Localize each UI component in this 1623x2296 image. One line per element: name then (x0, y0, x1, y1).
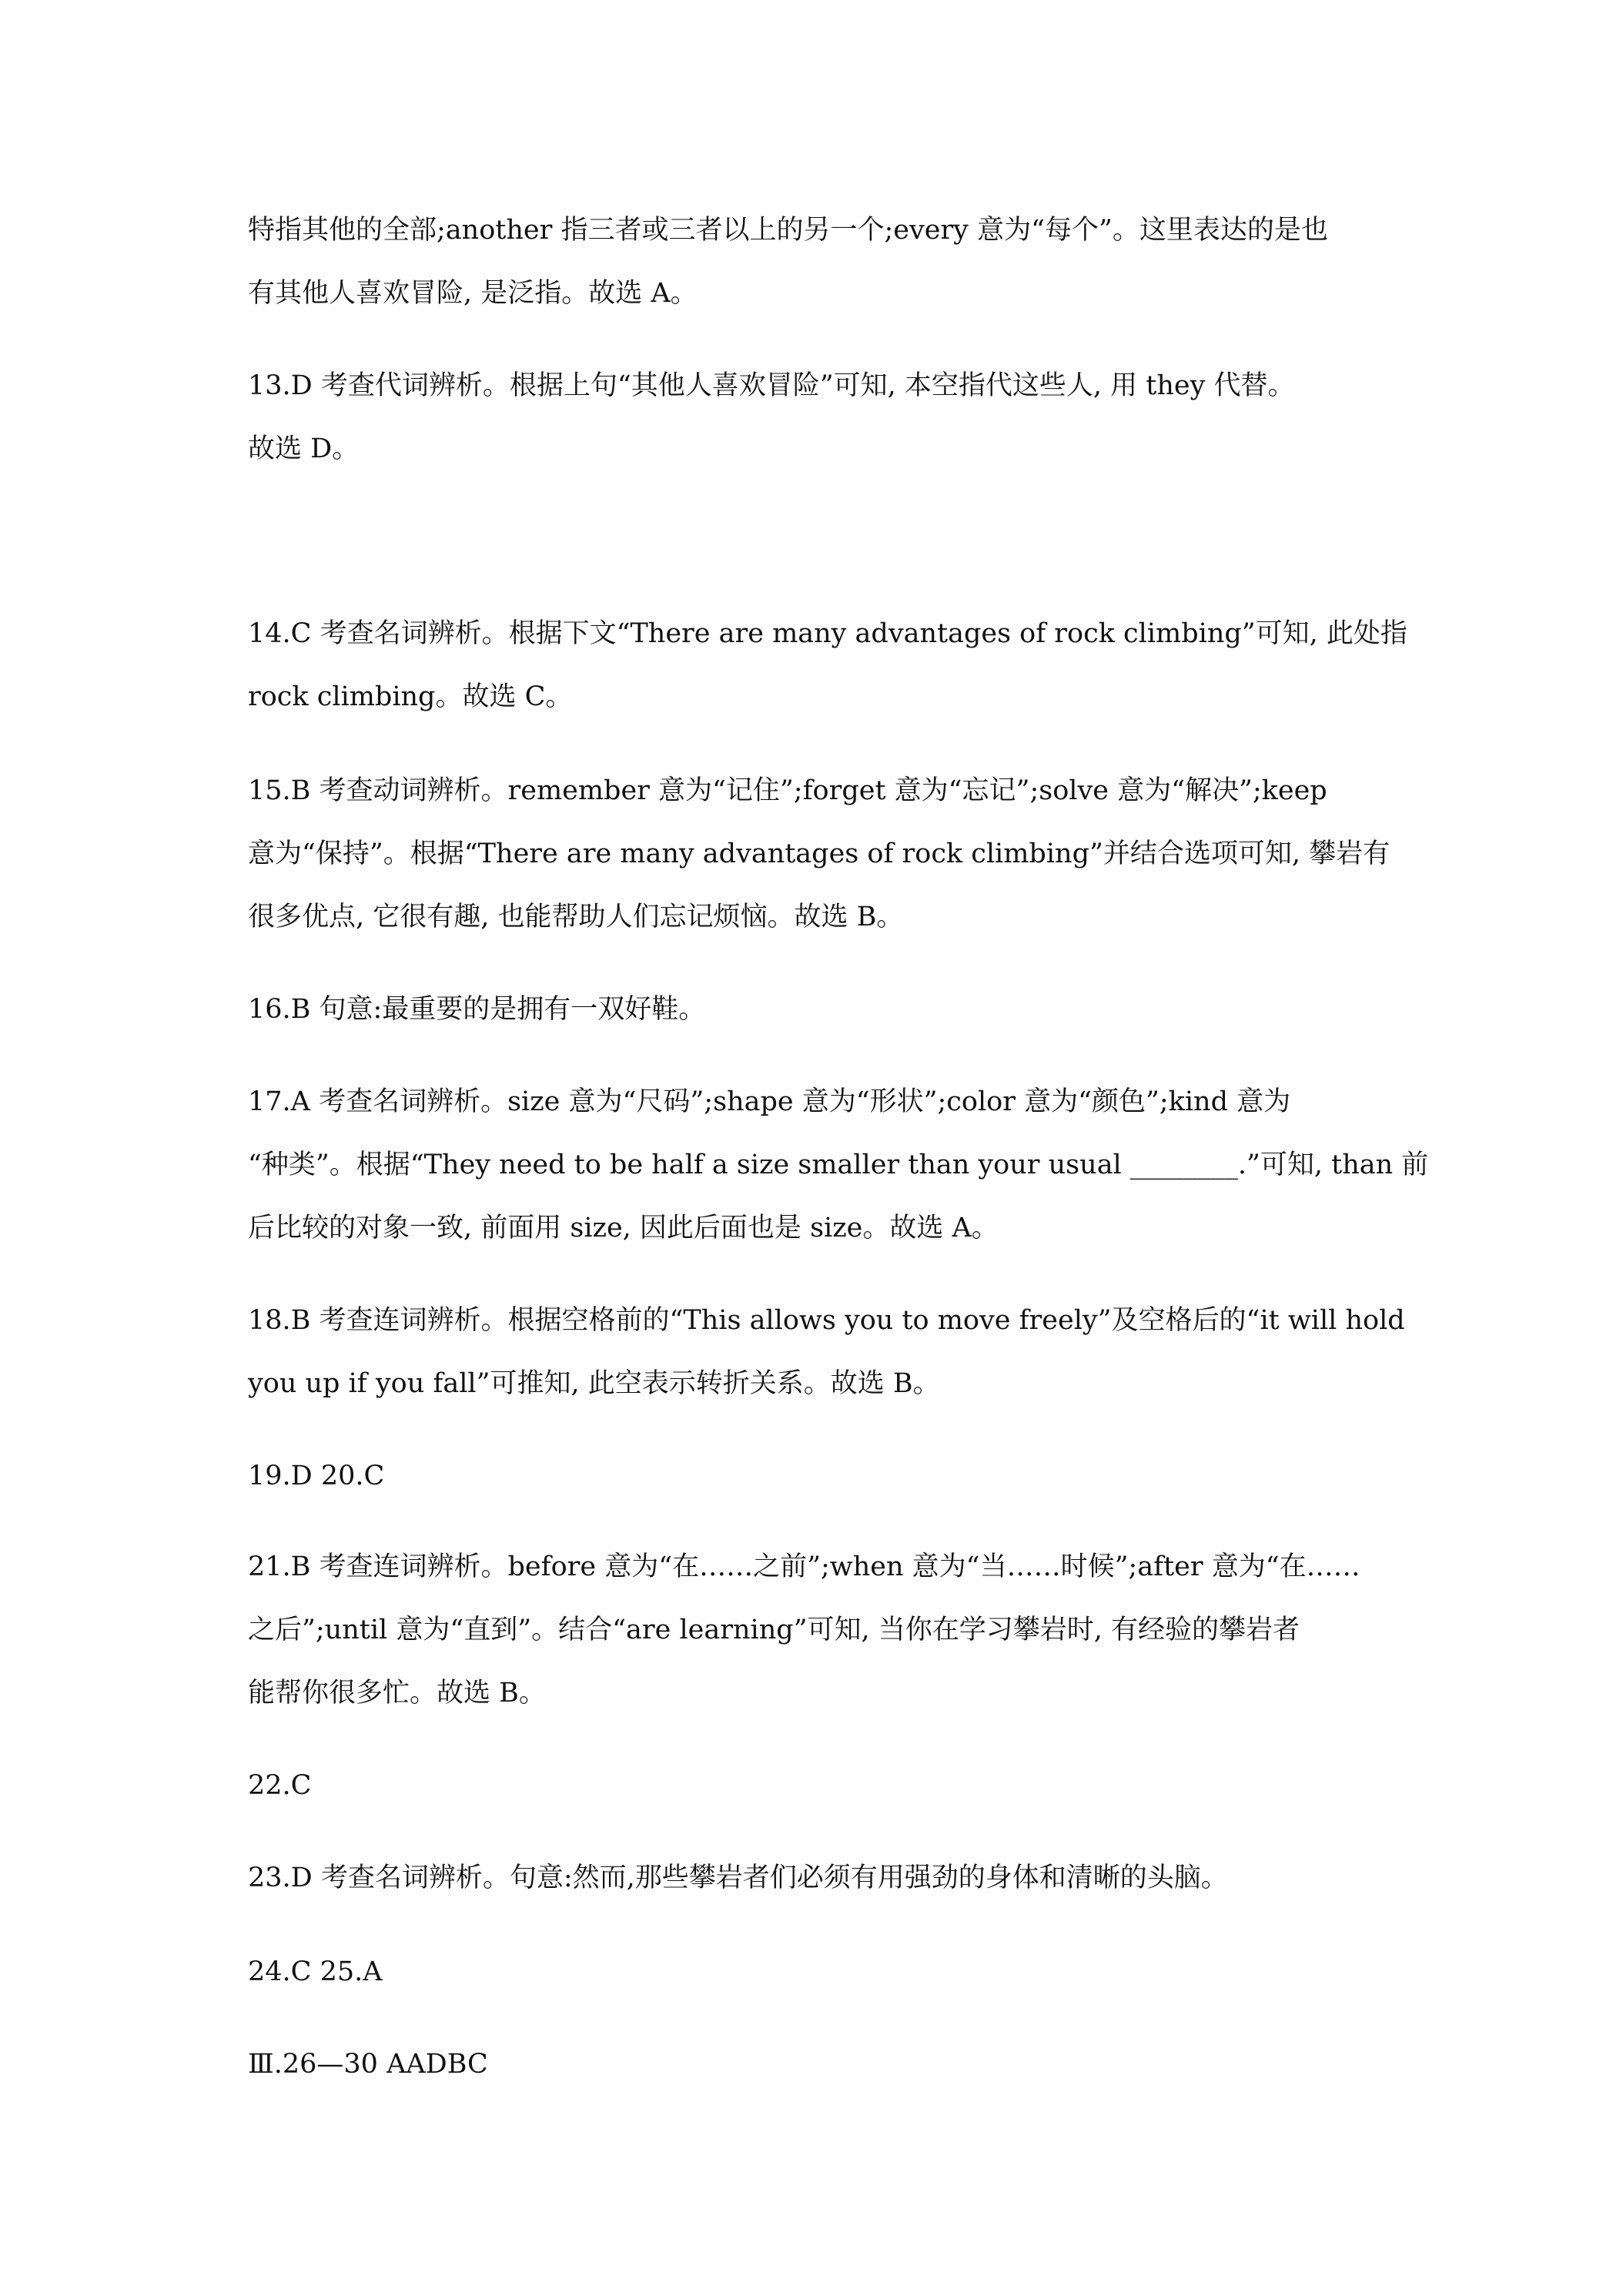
answer-19-20 (248, 1444, 1387, 1508)
text-line: 21.B 考查连词辨析。before 意为“在……之前”;when 意为“当……时候”;after 意为“在…… (248, 1551, 1360, 1582)
answer-24-25 (248, 1940, 1387, 2003)
text-line: 很多优点, 它很有趣, 也能帮助人们忘记烦恼。故选 B。 (248, 902, 904, 932)
text-line: 意为“保持”。根据“There are many advantages of rock climbing”并结合选项可知, 攀岩有 (248, 838, 1390, 869)
answer-explanation-15 (248, 759, 1390, 949)
text-line: 17.A 考查名词辨析。size 意为“尺码”;shape 意为“形状”;color 意为“颜色”;kind 意为 (248, 1086, 1291, 1117)
answer-explanation-17 (248, 1070, 1429, 1260)
text-line: 24.C 25.A (248, 1956, 383, 1987)
answer-explanation-13 (248, 354, 1387, 480)
answer-explanation-12-continued (248, 199, 1387, 325)
answer-explanation-14 (248, 602, 1407, 728)
text-line: 16.B 句意:最重要的是拥有一双好鞋。 (248, 994, 706, 1025)
text-line: Ⅲ.26—30 AADBC (248, 2049, 488, 2080)
text-line: 后比较的对象一致, 前面用 size, 因此后面也是 size。故选 A。 (248, 1213, 999, 1243)
text-line: 能帮你很多忙。故选 B。 (248, 1678, 546, 1709)
text-line: 19.D 20.C (248, 1461, 385, 1491)
text-line: 18.B 考查连词辨析。根据空格前的“This allows you to move freely”及空格后的“it will hold (248, 1305, 1405, 1336)
text-line: “种类”。根据“They need to be half a size smaller than your usual ________.”可知, than 前 (248, 1150, 1429, 1180)
text-line: 故选 D。 (248, 433, 360, 464)
answer-22 (248, 1754, 1387, 1817)
text-line: 特指其他的全部;another 指三者或三者以上的另一个;every 意为“每个”。这里表达的是也 (248, 215, 1328, 246)
text-line: 14.C 考查名词辨析。根据下文“There are many advantages of rock climbing”可知, 此处指 (248, 618, 1407, 649)
text-line: 有其他人喜欢冒险, 是泛指。故选 A。 (248, 278, 698, 309)
text-line: you up if you fall”可推知, 此空表示转折关系。故选 B。 (248, 1368, 940, 1399)
answer-section-3-26-30 (248, 2033, 1387, 2096)
answer-explanation-16 (248, 978, 1387, 1041)
answer-explanation-18 (248, 1289, 1405, 1415)
text-line: rock climbing。故选 C。 (248, 681, 573, 712)
text-line: 15.B 考查动词辨析。remember 意为“记住”;forget 意为“忘记”;solve 意为“解决”;keep (248, 775, 1327, 806)
text-line: 22.C (248, 1770, 312, 1801)
text-line: 13.D 考查代词辨析。根据上句“其他人喜欢冒险”可知, 本空指代这些人, 用 they 代替。 (248, 370, 1295, 401)
answer-explanation-23 (248, 1846, 1387, 1909)
text-line: 23.D 考查名词辨析。句意:然而,那些攀岩者们必须有用强劲的身体和清晰的头脑。 (248, 1863, 1228, 1893)
text-line: 之后”;until 意为“直到”。结合“are learning”可知, 当你在学习攀岩时, 有经验的攀岩者 (248, 1615, 1300, 1645)
answer-explanation-21 (248, 1535, 1387, 1725)
